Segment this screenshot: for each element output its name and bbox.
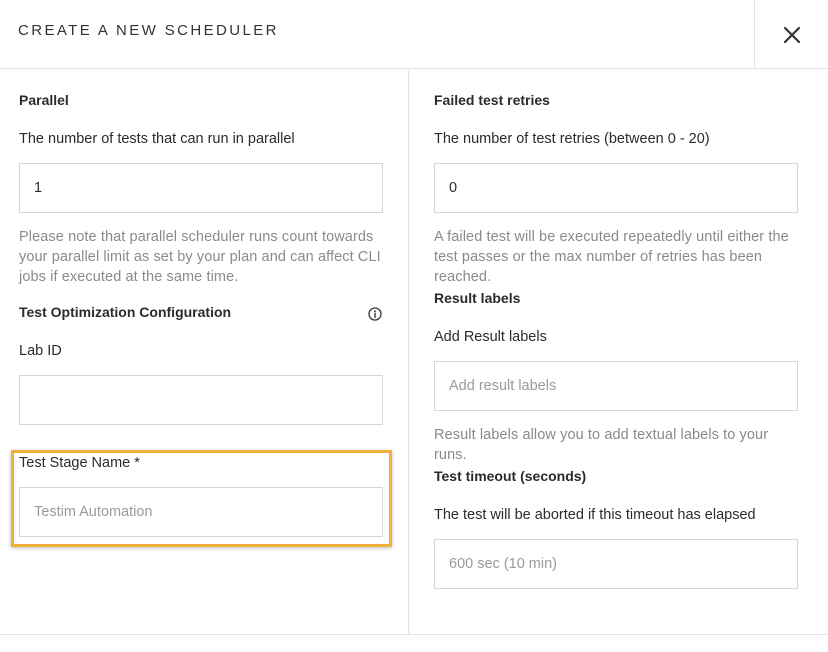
info-icon[interactable] <box>368 307 382 321</box>
optimization-title: Test Optimization Configuration <box>19 304 232 320</box>
lab-id-input[interactable] <box>20 376 382 424</box>
parallel-help-text: Please note that parallel scheduler runs count towards your parallel limit as set by your plan and can affect CLI jobs if executed at the same time. <box>19 229 381 285</box>
retries-input[interactable] <box>435 164 797 212</box>
result-labels-input[interactable] <box>435 362 797 410</box>
retries-title: Failed test retries <box>434 92 550 108</box>
timeout-input[interactable] <box>435 540 797 588</box>
result-labels-help-text: Result labels allow you to add textual labels to your runs. <box>434 427 769 463</box>
retries-field[interactable] <box>434 163 798 213</box>
result-labels-field[interactable] <box>434 361 798 411</box>
timeout-label: The test will be aborted if this timeout has elapsed <box>434 507 756 523</box>
dialog-header <box>0 0 828 69</box>
lab-id-field[interactable] <box>19 375 383 425</box>
result-labels-title: Result labels <box>434 290 521 306</box>
retries-label: The number of test retries (between 0 - 20) <box>434 131 710 147</box>
close-icon[interactable] <box>783 26 801 44</box>
parallel-input[interactable] <box>20 164 382 212</box>
parallel-title: Parallel <box>19 92 69 108</box>
timeout-title: Test timeout (seconds) <box>434 468 587 484</box>
parallel-label: The number of tests that can run in parallel <box>19 131 295 147</box>
dialog-title: CREATE A NEW SCHEDULER <box>18 22 279 39</box>
parallel-field[interactable] <box>19 163 383 213</box>
test-stage-label: Test Stage Name * <box>19 455 140 471</box>
timeout-field[interactable] <box>434 539 798 589</box>
lab-id-label: Lab ID <box>19 343 62 359</box>
test-stage-input[interactable] <box>20 488 382 536</box>
close-button[interactable] <box>754 0 828 69</box>
footer-divider <box>0 634 828 635</box>
retries-help-text: A failed test will be executed repeatedly until either the test passes or the max number of retries has been reached. <box>434 229 789 285</box>
test-stage-field[interactable] <box>19 487 383 537</box>
result-labels-label: Add Result labels <box>434 329 547 345</box>
column-divider <box>408 70 409 634</box>
